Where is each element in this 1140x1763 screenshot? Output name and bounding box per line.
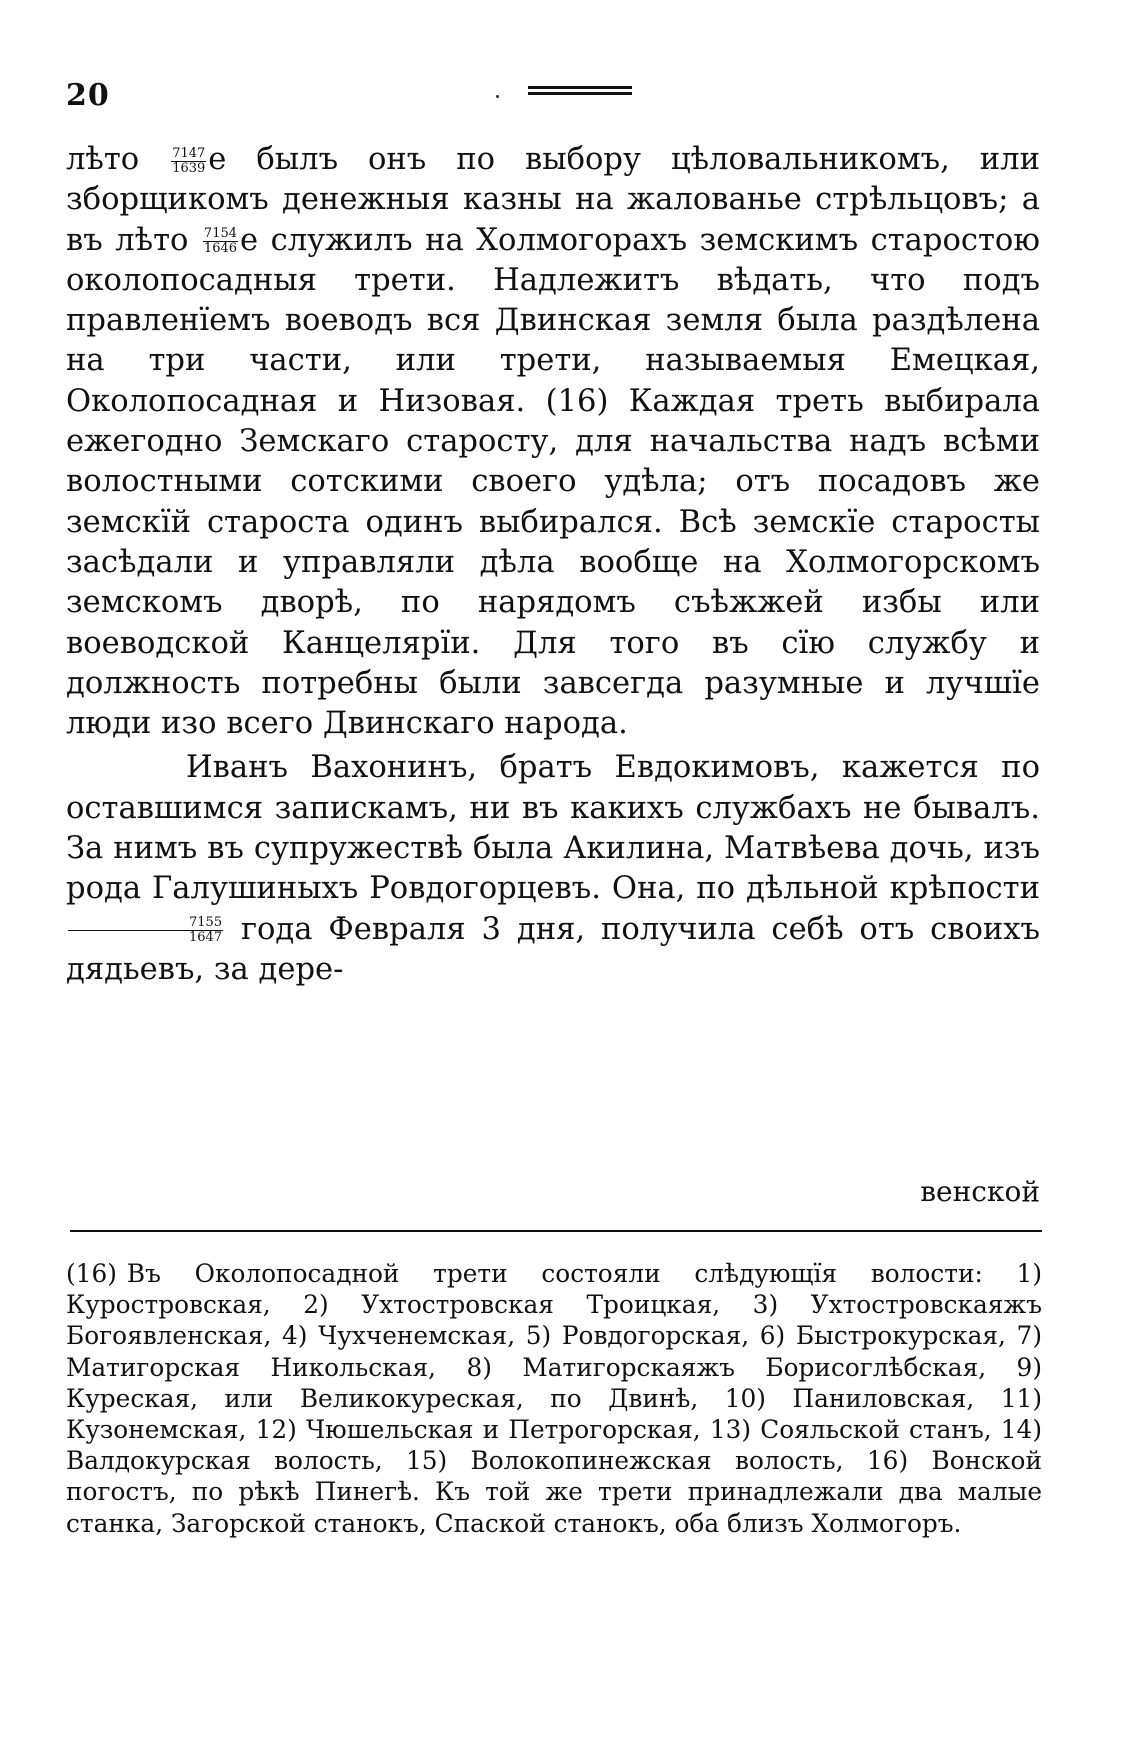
text-span: е былъ онъ по выбору цѣловальникомъ, или зборщикомъ денежныя казны на жалованье стрѣльцовъ; а въ лѣто	[66, 142, 1040, 258]
text-span: лѣто	[66, 142, 140, 177]
date-fraction	[68, 916, 223, 945]
footnote-text: Въ Околопосадной трети состояли слѣдующїя волости: 1) Куростровская, 2) Ухтостровская Троицкая, 3) Ухтостровскаяжъ Богоявленская, 4) Чухченемская, 5) Ровдогорская, 6) Быстрокурская, 7) Матигорская Никольская, 8) Матигорскаяжъ Борисоглѣбская, 9) Куреская, или Великокуреская, по Двинѣ, 10) Паниловская, 11) Кузонемская, 12) Чюшельская и Петрогорская, 13) Сояльской станъ, 14) Валдокурская волость, 15) Волокопинежская волость, 16) Вонской погостъ, по рѣкѣ Пинегѣ. Къ той же трети принадлежали два малые станка, Загорской станокъ, Спаской станокъ, оба близъ Холмогоръ.	[66, 1259, 1042, 1538]
header-ornament	[528, 86, 632, 96]
date-fraction	[203, 227, 238, 256]
page-number: 20	[66, 78, 110, 113]
main-text	[66, 140, 1040, 990]
paragraph-2	[66, 748, 1040, 990]
printer-mark	[496, 95, 499, 98]
text-span: Иванъ Вахонинъ, братъ Евдокимовъ, кажется по оставшимся запискамъ, ни въ какихъ службахъ не бывалъ. За нимъ въ супружествѣ была Акилина, Матвѣева дочь, изъ рода Галушиныхъ Ровдогорцевъ. Она, по дѣльной крѣпости	[66, 750, 1040, 907]
date-year-christian: 1646	[203, 241, 238, 257]
text-span: года Февраля 3 дня, получила себѣ отъ своихъ дядьевъ, за дере-	[66, 911, 1040, 987]
footnote-rule	[70, 1230, 1042, 1232]
date-year-christian: 1639	[172, 160, 206, 176]
footnote-marker: (16)	[66, 1259, 117, 1288]
footnote	[66, 1258, 1042, 1539]
date-fraction	[171, 147, 206, 176]
date-year-world: 7154	[203, 226, 238, 242]
date-year-world: 7147	[172, 145, 206, 161]
catchword: венской	[920, 1175, 1040, 1208]
text-span: е служилъ на Холмогорахъ земскимъ старостою околопосадныя трети. Надлежитъ вѣдать, что подъ правленїемъ воеводъ вся Двинская земля была раздѣлена на три части, или трети, называемыя Емецкая, Околопосадная и Низовая. (16) Каждая треть выбирала ежегодно Земскаго старосту, для начальства надъ всѣми волостными сотскими своего удѣла; отъ посадовъ же земскїй староста одинъ выбирался. Всѣ земскїе старосты засѣдали и управляли дѣла вообще на Холмогорскомъ земскомъ дворѣ, по нарядомъ съѣжжей избы или воеводской Канцелярїи. Для того въ сїю службу и должность потребны были завсегда разумные и лучшїе люди изо всего Двинскаго народа.	[66, 222, 1040, 742]
date-year-christian: 1647	[189, 930, 223, 946]
paragraph-1	[66, 140, 1040, 744]
date-year-world: 7155	[68, 916, 223, 931]
